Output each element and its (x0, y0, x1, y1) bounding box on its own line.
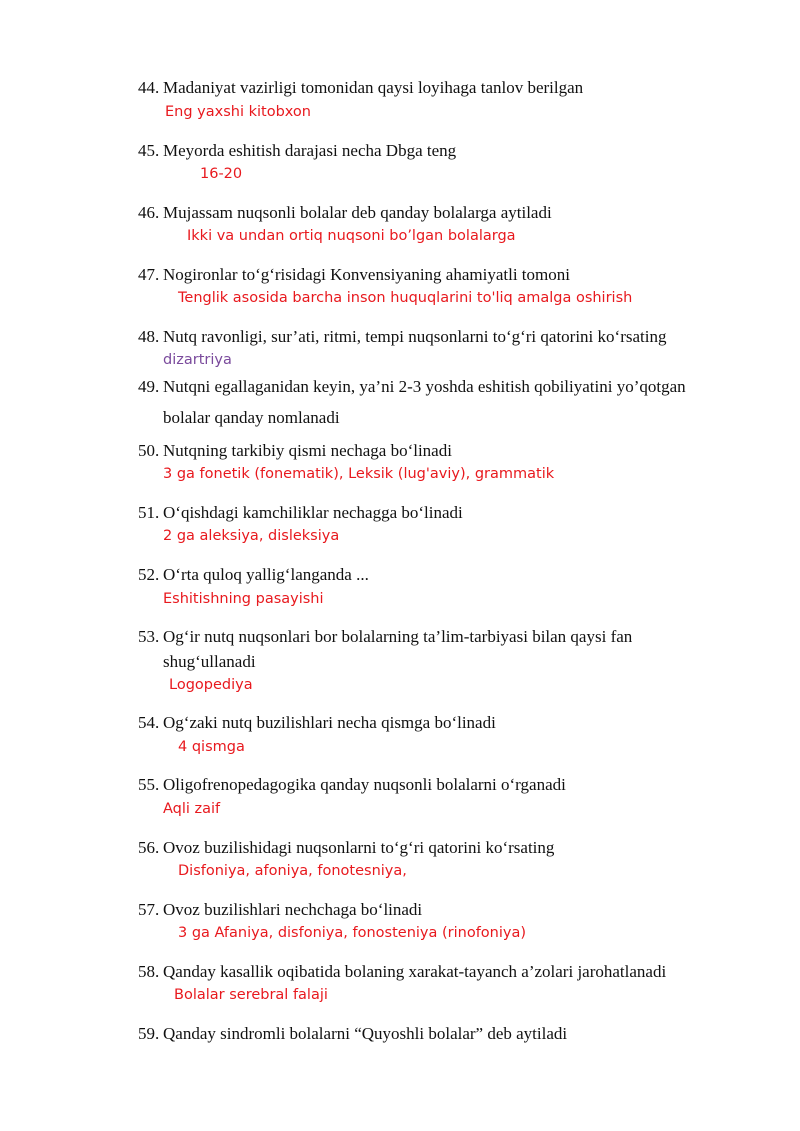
question-number: 53. (138, 627, 160, 646)
question-number: 47. (138, 265, 160, 284)
answer-54: 4 qismga (178, 739, 245, 755)
question-number: 52. (138, 565, 160, 584)
question-44 (138, 79, 583, 96)
question-49-continuation: bolalar qanday nomlanadi (163, 408, 340, 427)
question-number: 44. (138, 78, 160, 97)
question-number: 58. (138, 962, 160, 981)
question-number: 59. (138, 1024, 160, 1043)
answer-50: 3 ga fonetik (fonematik), Leksik (lug'aviy), grammatik (163, 466, 555, 482)
question-number: 51. (138, 503, 160, 522)
question-number: 49. (138, 377, 160, 396)
question-text: Nogironlar to‘g‘risidagi Konvensiyaning ahamiyatli tomoni (163, 265, 570, 284)
question-number: 46. (138, 203, 160, 222)
answer-55: Aqli zaif (163, 801, 221, 817)
answer-52: Eshitishning pasayishi (163, 591, 324, 607)
question-number: 55. (138, 775, 160, 794)
question-number: 54. (138, 713, 160, 732)
question-48 (138, 328, 666, 345)
answer-57: 3 ga Afaniya, disfoniya, fonosteniya (rinofoniya) (178, 925, 527, 941)
question-text: Nutqni egallaganidan keyin, ya’ni 2-3 yoshda eshitish qobiliyatini yo’qotgan (163, 377, 686, 396)
question-53-continuation: shug‘ullanadi (163, 652, 256, 671)
question-number: 50. (138, 441, 160, 460)
question-text: Nutq ravonligi, sur’ati, ritmi, tempi nuqsonlarni to‘g‘ri qatorini ko‘rsating (163, 327, 667, 346)
question-47 (138, 266, 570, 283)
question-text: O‘qishdagi kamchiliklar nechagga bo‘linadi (163, 503, 463, 522)
answer-56: Disfoniya, afoniya, fonotesniya, (178, 863, 407, 879)
question-text: Mujassam nuqsonli bolalar deb qanday bolalarga aytiladi (163, 203, 552, 222)
answer-51: 2 ga aleksiya, disleksiya (163, 528, 340, 544)
question-58 (138, 963, 666, 980)
answer-48: dizartriya (163, 352, 232, 368)
question-46 (138, 204, 552, 221)
question-50 (138, 442, 452, 459)
question-52 (138, 566, 369, 583)
question-59 (138, 1025, 567, 1042)
answer-46: Ikki va undan ortiq nuqsoni bo’lgan bolalarga (187, 228, 516, 244)
question-text: Nutqning tarkibiy qismi nechaga bo‘linadi (163, 441, 452, 460)
question-number: 45. (138, 141, 160, 160)
question-number: 48. (138, 327, 160, 346)
question-56 (138, 839, 554, 856)
question-text: Madaniyat vazirligi tomonidan qaysi loyihaga tanlov berilgan (163, 78, 584, 97)
question-53 (138, 628, 632, 645)
question-45 (138, 142, 456, 159)
question-text: Ovoz buzilishlari nechchaga bo‘linadi (163, 900, 423, 919)
question-57 (138, 901, 422, 918)
answer-58: Bolalar serebral falaji (174, 987, 328, 1003)
question-text: Meyorda eshitish darajasi necha Dbga teng (163, 141, 457, 160)
question-49 (138, 378, 686, 395)
question-text: Qanday sindromli bolalarni “Quyoshli bolalar” deb aytiladi (163, 1024, 568, 1043)
question-54 (138, 714, 496, 731)
question-text: O‘rta quloq yallig‘langanda ... (163, 565, 369, 584)
question-text: Oligofrenopedagogika qanday nuqsonli bolalarni o‘rganadi (163, 775, 566, 794)
question-text: Qanday kasallik oqibatida bolaning xarakat-tayanch a’zolari jarohatlanadi (163, 962, 667, 981)
question-number: 57. (138, 900, 160, 919)
question-text: Og‘ir nutq nuqsonlari bor bolalarning ta’lim-tarbiyasi bilan qaysi fan (163, 627, 633, 646)
answer-44: Eng yaxshi kitobxon (165, 104, 311, 120)
answer-45: 16-20 (200, 166, 243, 182)
answer-47: Tenglik asosida barcha inson huquqlarini to'liq amalga oshirish (178, 290, 633, 306)
question-text: Ovoz buzilishidagi nuqsonlarni to‘g‘ri qatorini ko‘rsating (163, 838, 555, 857)
answer-53: Logopediya (169, 677, 253, 693)
question-number: 56. (138, 838, 160, 857)
question-55 (138, 776, 566, 793)
question-51 (138, 504, 463, 521)
question-text: Og‘zaki nutq buzilishlari necha qismga bo‘linadi (163, 713, 496, 732)
